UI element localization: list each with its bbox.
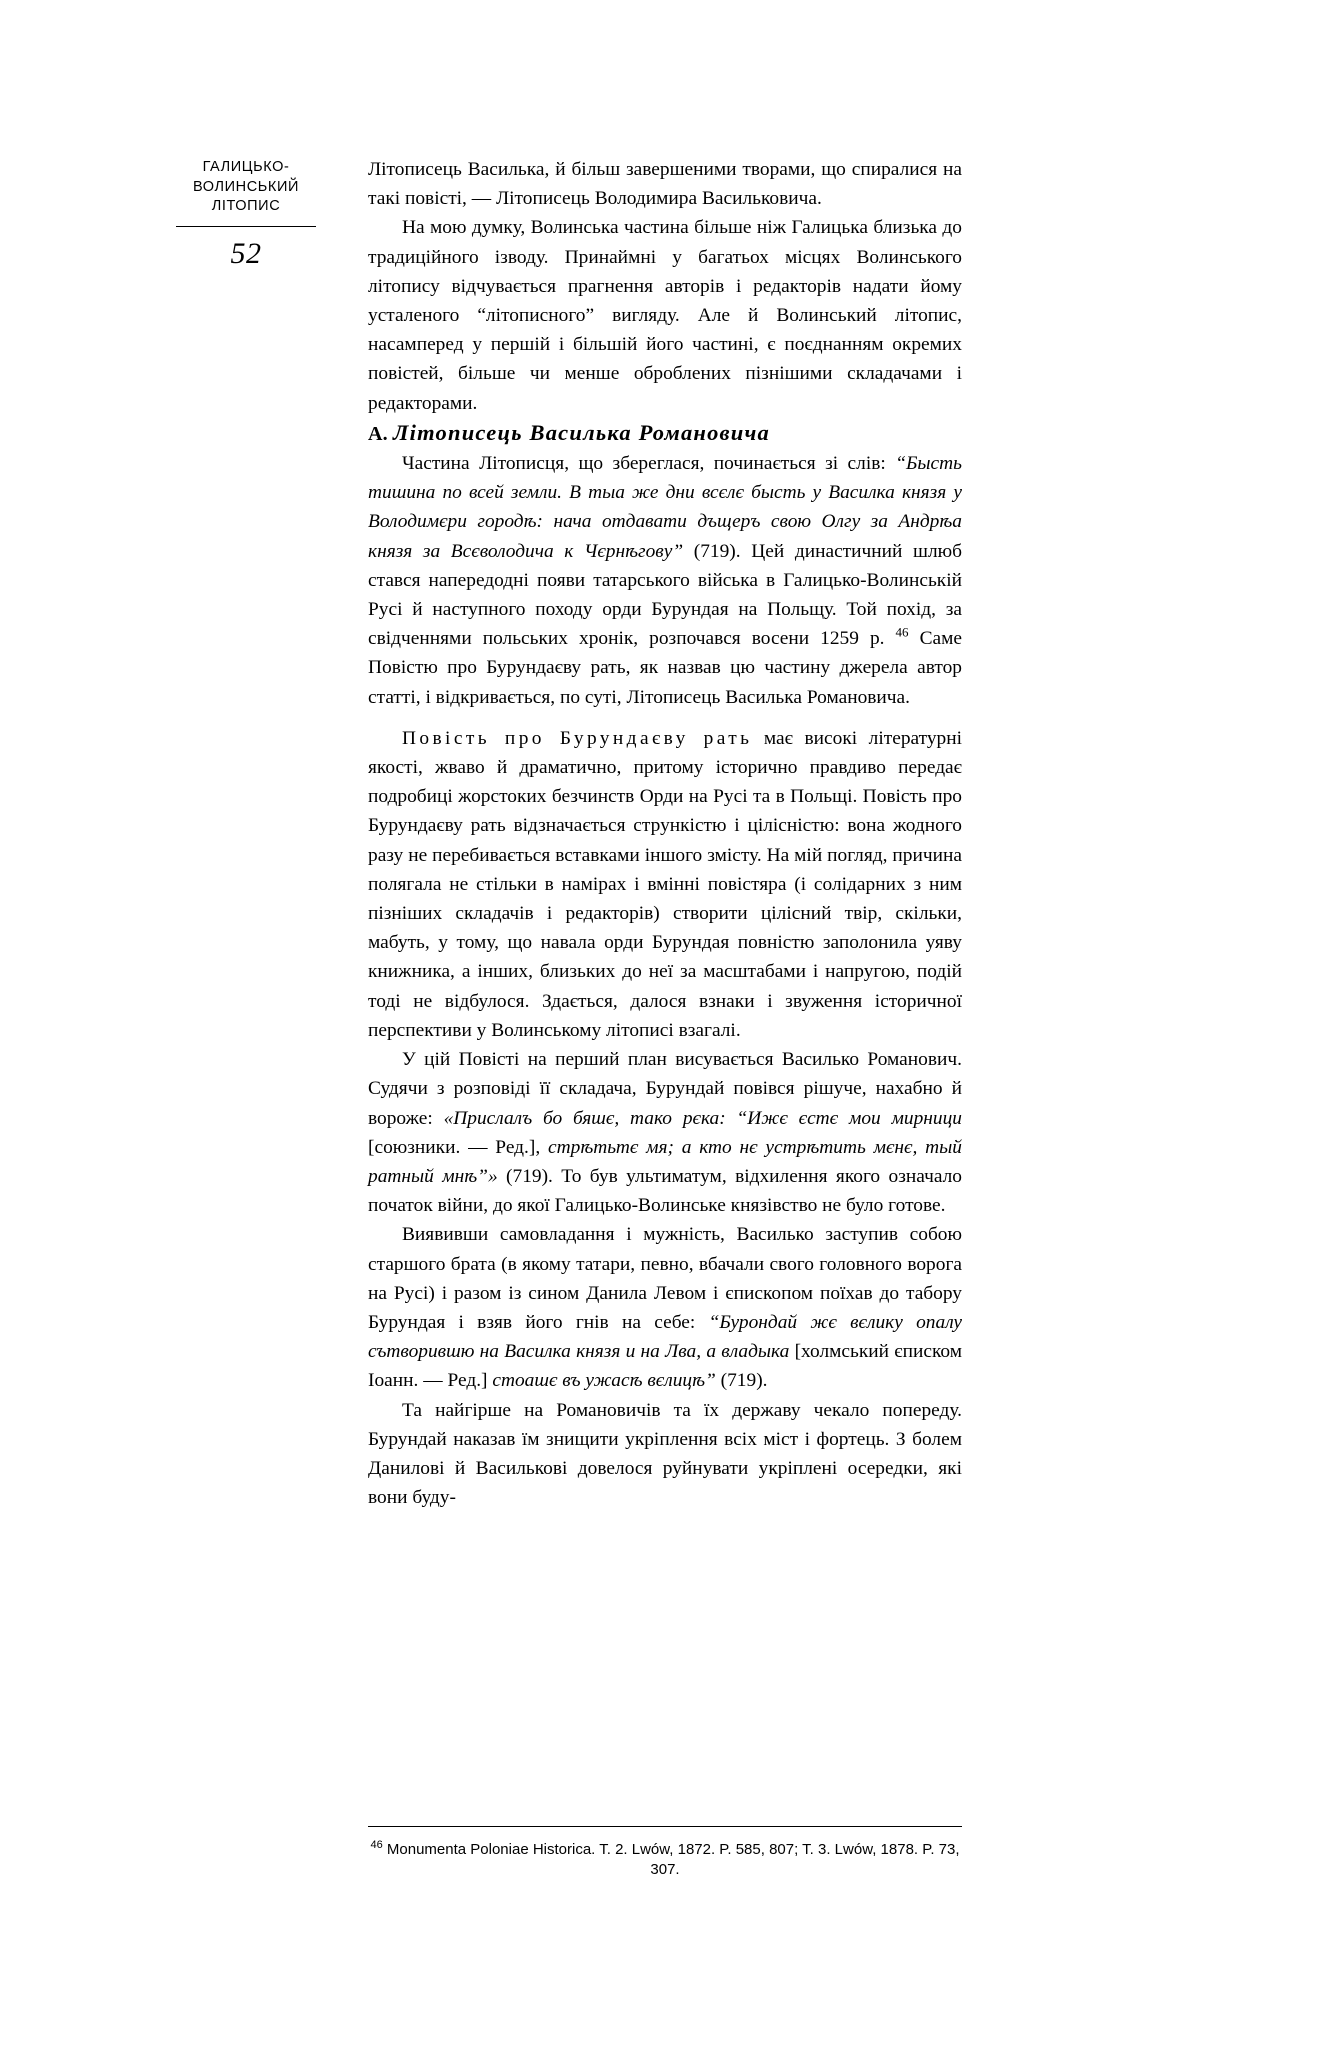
paragraph-6-quote-1: “Бурондай жє вєлику опалу сътворившю на Василка князя и на Лва, а владыка: [368, 1311, 962, 1363]
paragraph-5-text-a: У цій Повісті на перший план висувається Василько Романович. Судячи з розповіді її складача, Бурундай повівся рішуче, нахабно й вороже:: [368, 1049, 962, 1129]
paragraph-3-quote-1: “Бысть тишина по всей земли. В тыа же дни всєлє бысть у Василка князя у Володимєри городѣ: нача отдавати дъщеръ свою Олгу за Андрѣа князя за Всєволодича к Чєрнѣгову”: [368, 453, 962, 562]
paragraph-4-text: має високі літературні якості, жваво й драматично, притому історично правдиво передає подробиці жорстоких безчинств Орди на Русі та в Польщі. Повість про Бурундаєву рать відзначається стрункістю і цілісністю: вона жодного разу не перебивається вставками іншого змісту. На мій погляд, причина полягала не стільки в намірах і вмінні повістяра (і солідарних з ним пізніших складачів і редакторів) створити цілісний твір, скільки, мабуть, у тому, що навала орди Бурундая повністю заполонила уяву книжника, а інших, близьких до неї за масштабами і напругою, подій тоді не відбулося. Здається, далося взнаки і звуження історичної перспективи у Волинському літописі взагалі.: [368, 727, 962, 1041]
paragraph-4: [368, 724, 962, 1045]
running-head-line-3: ЛІТОПИС: [211, 198, 281, 215]
running-head-line-2: ВОЛИНСЬКИЙ: [193, 178, 299, 195]
paragraph-3: [368, 449, 962, 712]
footnote-divider: [368, 1826, 962, 1827]
paragraph-5-editor-note-1: [союзники. — Ред.],: [368, 1136, 549, 1158]
paragraph-3-text-b: (719). Цей династичний шлюб стався напередодні появи татарського війська в Галицько-Волинській Русі й наступного походу орди Бурундая на Польщу. Той похід, за свідченнями польських хронік, розпочався восени 1259 р.: [368, 540, 962, 650]
paragraph-6: [368, 1220, 962, 1395]
paragraph-5-quote-1: «Прислалъ бо бяшє, тако рєка: “Ижє єстє мои мирници: [443, 1107, 963, 1129]
paragraph-1: Літописець Василька, й більш завершеними творами, що спиралися на такі повісті, — Літописець Володимира Васильковича.: [368, 159, 962, 210]
section-heading-label: А.: [368, 422, 388, 445]
paragraph-6-quote-2: стоашє въ ужасѣ вєлицѣ”: [492, 1370, 716, 1392]
footnote-text: Monumenta Poloniae Historica. T. 2. Lwów, 1872. P. 585, 807; T. 3. Lwów, 1878. P. 73, 307.: [382, 1841, 960, 1879]
paragraph-6-editor-note-1: [холмський єписком Іоанн. — Ред.]: [368, 1341, 963, 1392]
footnote-ref-46: 46: [895, 624, 909, 640]
paragraph-3-text-c: Саме Повістю про Бурундаєву рать, як назвав цю частину джерела автор статті, і відкривається, по суті, Літописець Василька Романовича.: [368, 628, 962, 708]
paragraph-3-text-a: Частина Літописця, що збереглася, починається зі слів:: [402, 453, 896, 475]
footnote-marker: 46: [370, 1839, 383, 1851]
running-head-divider: [176, 226, 316, 227]
section-heading: [368, 418, 962, 449]
paragraph-6-text-b: (719).: [715, 1370, 768, 1392]
running-head-line-1: ГАЛИЦЬКО-: [202, 159, 290, 175]
paragraph-5-quote-2: стрѣтьтє мя; а кто нє устрѣтить мєнє, тый ратный мнѣ”»: [368, 1136, 962, 1187]
page-number: 52: [230, 236, 262, 270]
paragraph-5-text-b: (719). То був ультиматум, відхилення якого означало початок війни, до якої Галицько-Волинське князівство не було готове.: [368, 1165, 962, 1217]
section-heading-title: Літописець Василька Романовича: [393, 419, 770, 445]
paragraph-5: [368, 1045, 962, 1220]
main-text-column: [368, 155, 962, 1512]
paragraph-4-spaced-title: Повість про Бурундаєву рать: [402, 727, 753, 749]
paragraph-6-text-a: Виявивши самовладання і мужність, Василько заступив собою старшого брата (в якому татари, певно, вбачали свого головного ворога на Русі) і разом із сином Данила Левом і єпископом поїхав до табору Бурундая і взяв його гнів на себе:: [368, 1224, 962, 1333]
footnote-46: [368, 1840, 962, 1881]
paragraph-2: На мою думку, Волинська частина більше ніж Галицька близька до традиційного ізводу. Принаймні у багатьох місцях Волинського літопису відчувається прагнення авторів і редакторів надати йому усталеного “літописного” вигляду. Але й Волинський літопис, насамперед у першій і більшій його частині, є поєднанням окремих повістей, більше чи менше оброблених пізнішими складачами і редакторами.: [368, 217, 962, 414]
running-head: [176, 158, 316, 271]
paragraph-spacer: [368, 712, 962, 724]
paragraph-7: Та найгірше на Романовичів та їх державу чекало попереду. Бурундай наказав їм знищити укріплення всіх міст і фортець. З болем Данилові й Василькові довелося руйнувати укріплені осередки, які вони буду-: [368, 1399, 962, 1509]
